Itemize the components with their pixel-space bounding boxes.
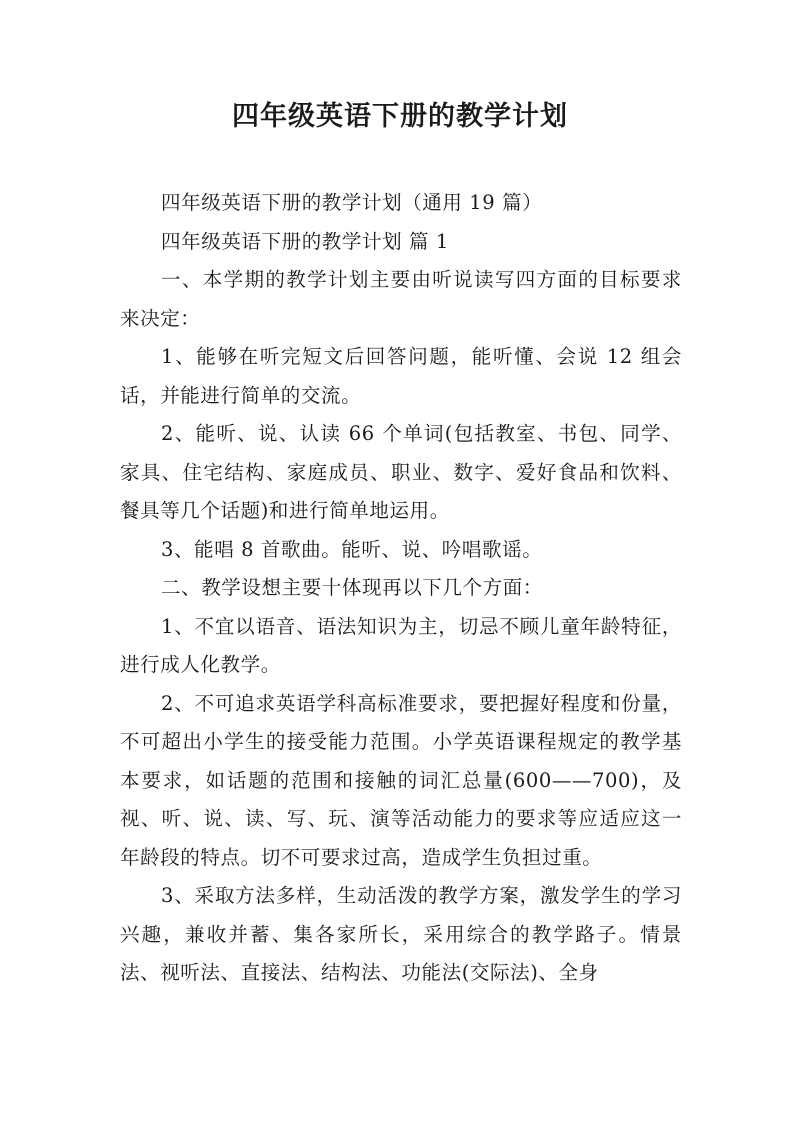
paragraph-section-heading: 四年级英语下册的教学计划 篇 1 bbox=[161, 229, 449, 253]
paragraph: 一、本学期的教学计划主要由听说读写四方面的目标要求来决定： bbox=[120, 268, 682, 330]
paragraph-subtitle: 四年级英语下册的教学计划（通用 19 篇） bbox=[161, 191, 543, 214]
paragraph: 2、能听、说、认读 66 个单词(包括教室、书包、同学、家具、住宅结构、家庭成员、职业、数字、爱好食品和饮料、餐具等几个话题)和进行简单地运用。 bbox=[120, 422, 682, 522]
paragraph: 二、教学设想主要十体现再以下几个方面： bbox=[161, 576, 543, 599]
document-body bbox=[120, 184, 682, 993]
paragraph: 3、采取方法多样，生动活泼的教学方案，激发学生的学习兴趣，兼收并蓄、集各家所长，采用综合的教学路子。情景法、视听法、直接法、结构法、功能法(交际法)、全身 bbox=[120, 884, 682, 984]
paragraph: 1、能够在听完短文后回答问题，能听懂、会说 12 组会话，并能进行简单的交流。 bbox=[120, 345, 682, 407]
paragraph: 3、能唱 8 首歌曲。能听、说、吟唱歌谣。 bbox=[161, 537, 543, 561]
document-title: 四年级英语下册的教学计划 bbox=[232, 101, 568, 132]
paragraph: 2、不可追求英语学科高标准要求，要把握好程度和份量，不可超出小学生的接受能力范围。小学英语课程规定的教学基本要求，如话题的范围和接触的词汇总量(600——700)，及视、听、说、读、写、玩、演等活动能力的要求等应适应这一年龄段的特点。切不可要求过高，造成学生负担过重。 bbox=[120, 691, 682, 869]
paragraph: 1、不宜以语音、语法知识为主，切忌不顾儿童年龄特征，进行成人化教学。 bbox=[120, 614, 682, 676]
